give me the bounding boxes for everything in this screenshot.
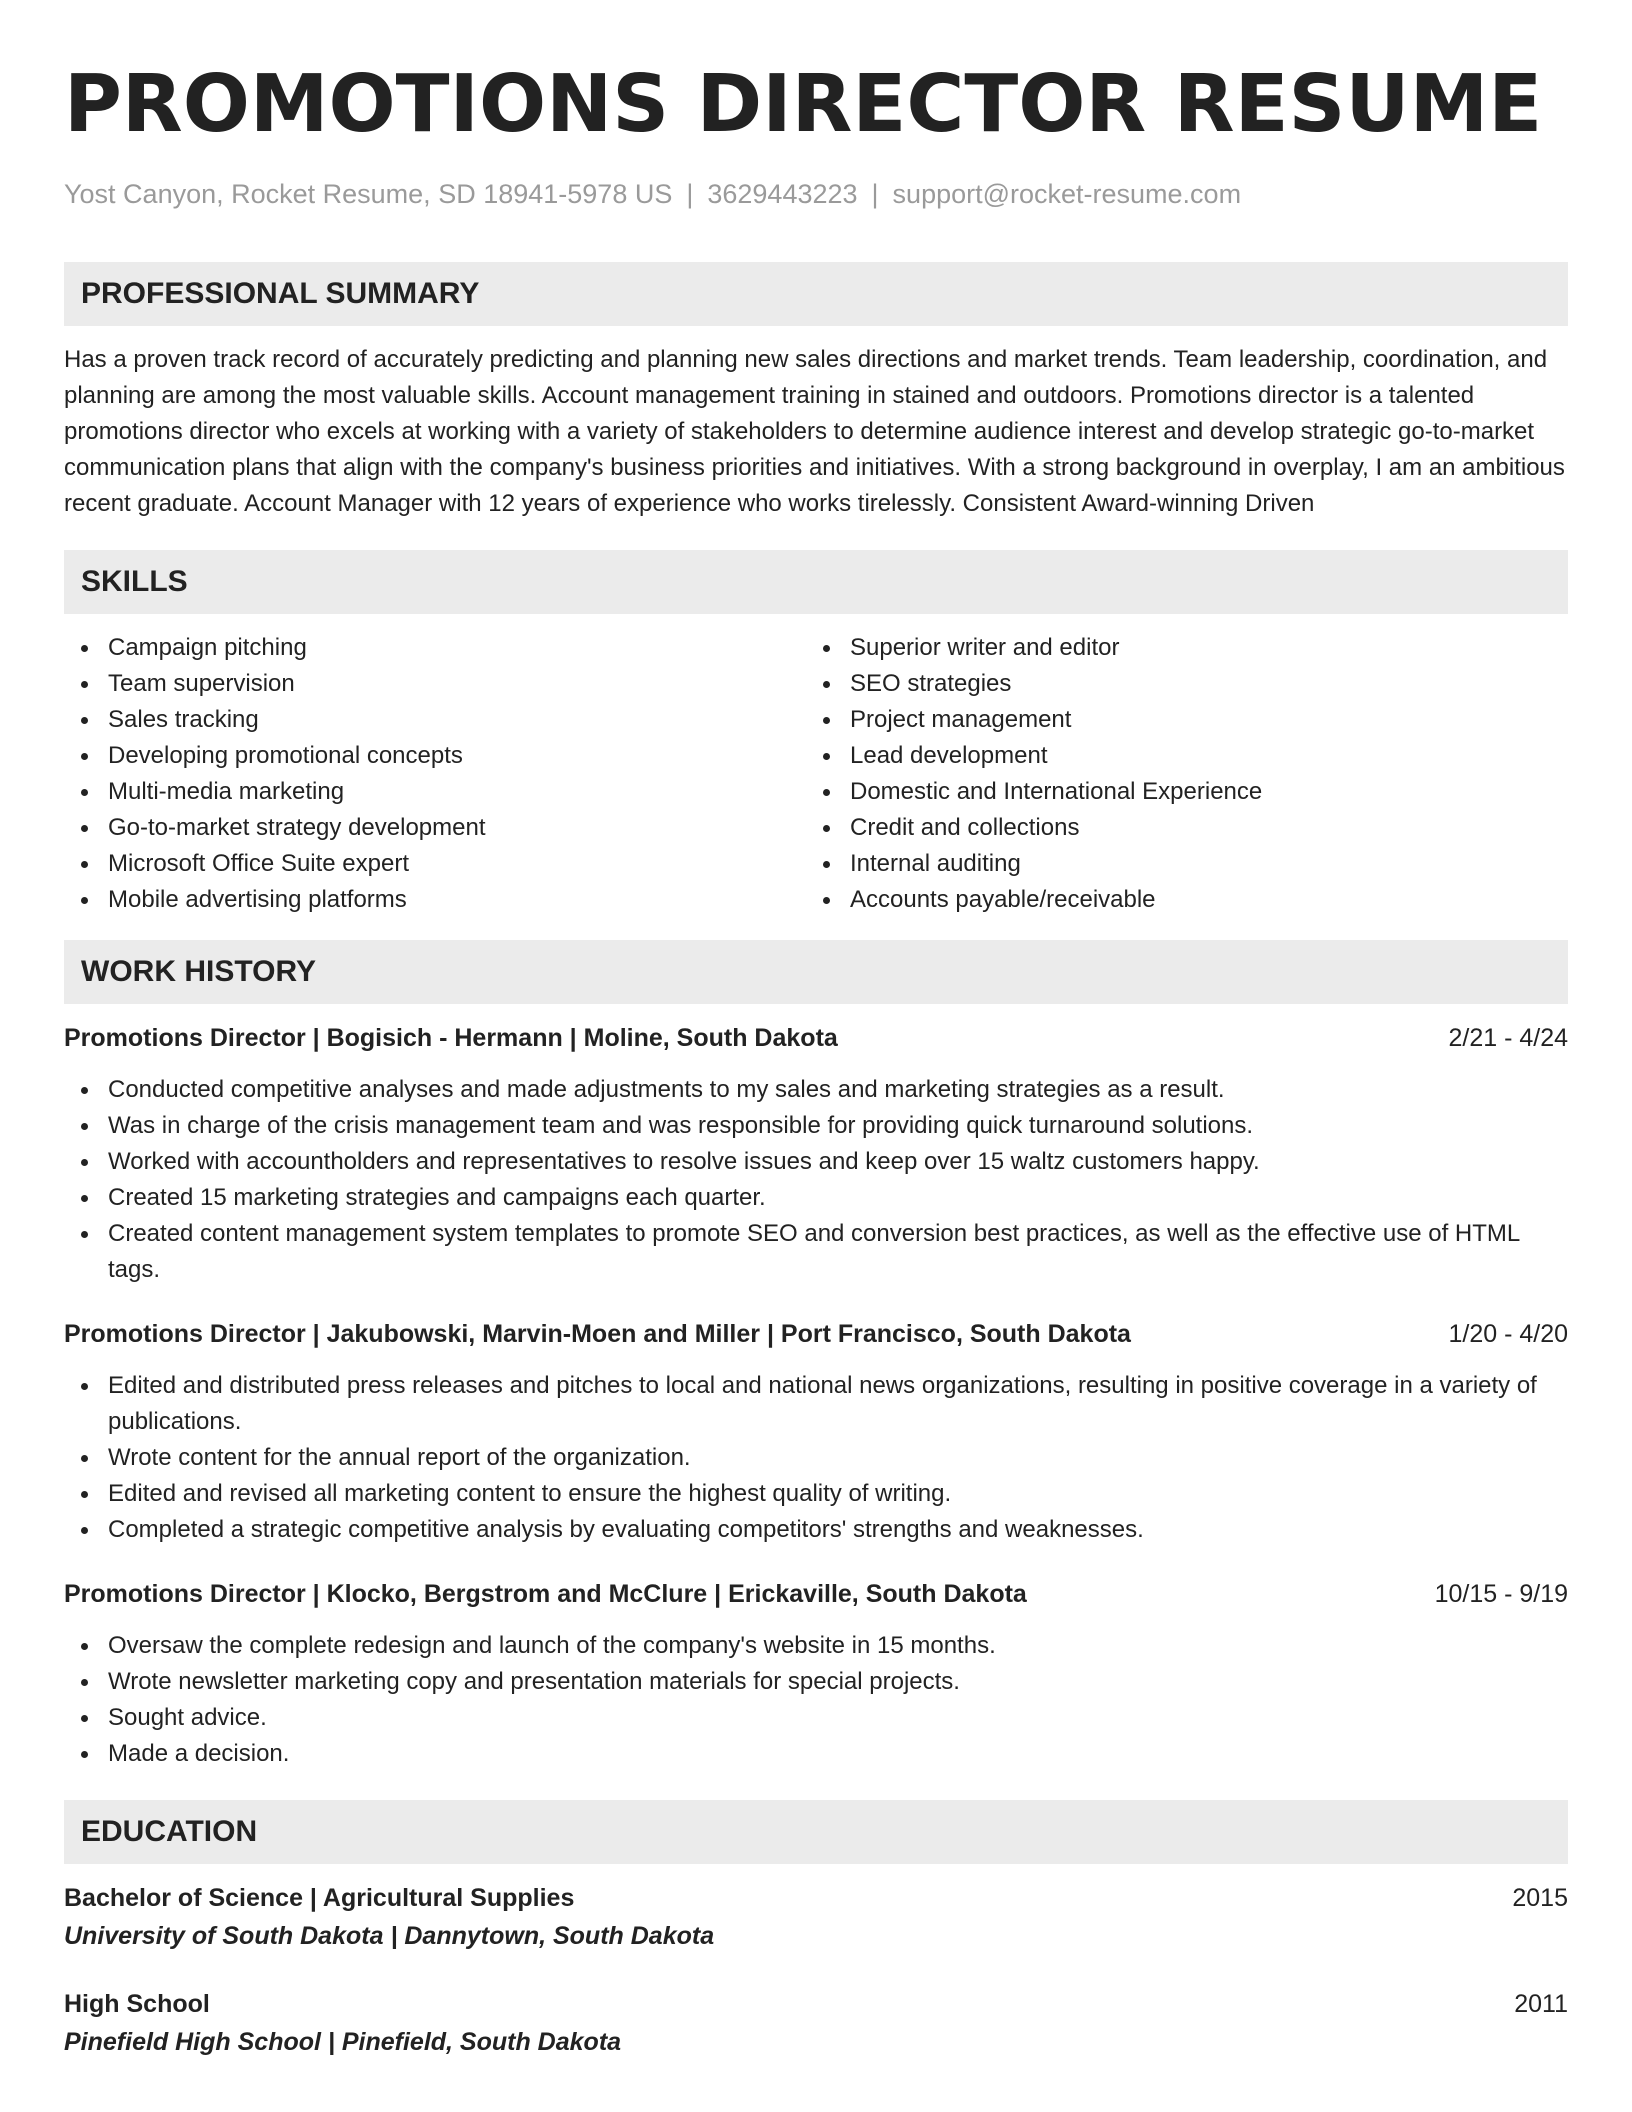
job-entry [64,1316,1568,1548]
contact-email[interactable]: support@rocket-resume.com [892,179,1242,209]
skill-item: Mobile advertising platforms [64,882,806,918]
skill-item: Developing promotional concepts [64,738,806,774]
skill-item: Project management [806,702,1548,738]
skill-item: Lead development [806,738,1548,774]
job-title: Promotions Director | Bogisich - Hermann | Moline, South Dakota [64,1024,838,1052]
education-header [64,1880,1568,1916]
skill-item: Internal auditing [806,846,1548,882]
education-entry [64,1986,1568,2060]
skill-item: SEO strategies [806,666,1548,702]
job-bullet: Conducted competitive analyses and made adjustments to my sales and marketing strategies as a result. [64,1072,1568,1108]
skill-item: Team supervision [64,666,806,702]
job-bullets [64,1368,1568,1548]
job-bullet: Created 15 marketing strategies and campaigns each quarter. [64,1180,1568,1216]
skill-item: Domestic and International Experience [806,774,1548,810]
job-title: Promotions Director | Klocko, Bergstrom and McClure | Erickaville, South Dakota [64,1580,1027,1608]
job-header [64,1316,1568,1352]
job-bullet: Edited and distributed press releases and pitches to local and national news organizations, resulting in positive coverage in a variety of publications. [64,1368,1568,1440]
education-year: 2011 [1514,1990,1568,2018]
skills-columns [64,630,1568,918]
job-entry [64,1020,1568,1288]
skill-item: Microsoft Office Suite expert [64,846,806,882]
education-degree: High School [64,1990,210,2018]
job-bullets [64,1628,1568,1772]
job-bullet: Edited and revised all marketing content to ensure the highest quality of writing. [64,1476,1568,1512]
job-bullet: Was in charge of the crisis management team and was responsible for providing quick turnaround solutions. [64,1108,1568,1144]
education-school: Pinefield High School | Pinefield, South Dakota [64,2028,622,2056]
contact-separator: | [871,179,879,209]
skill-item: Accounts payable/receivable [806,882,1548,918]
skills-list-right [806,630,1548,918]
job-header [64,1020,1568,1056]
education-header [64,1986,1568,2022]
job-bullet: Sought advice. [64,1700,1568,1736]
skill-item: Campaign pitching [64,630,806,666]
work-history-heading: WORK HISTORY [64,940,1568,1004]
job-bullet: Oversaw the complete redesign and launch of the company's website in 15 months. [64,1628,1568,1664]
job-title: Promotions Director | Jakubowski, Marvin-Moen and Miller | Port Francisco, South Dakota [64,1320,1131,1348]
skill-item: Credit and collections [806,810,1548,846]
skill-item: Multi-media marketing [64,774,806,810]
job-dates: 1/20 - 4/20 [1448,1320,1568,1348]
job-header [64,1576,1568,1612]
contact-phone: 3629443223 [707,179,858,209]
skill-item: Sales tracking [64,702,806,738]
summary-heading: PROFESSIONAL SUMMARY [64,262,1568,326]
skills-list-left [64,630,806,918]
job-bullet: Made a decision. [64,1736,1568,1772]
job-bullet: Wrote content for the annual report of the organization. [64,1440,1568,1476]
education-entry [64,1880,1568,1954]
education-year: 2015 [1512,1884,1568,1912]
contact-address: Yost Canyon, Rocket Resume, SD 18941-5978 US [64,179,673,209]
education-school: University of South Dakota | Dannytown, South Dakota [64,1922,715,1950]
job-dates: 2/21 - 4/24 [1448,1024,1568,1052]
skill-item: Go-to-market strategy development [64,810,806,846]
contact-line [64,176,1568,212]
education-degree: Bachelor of Science | Agricultural Supplies [64,1884,575,1912]
resume-title: PROMOTIONS DIRECTOR RESUME [64,58,1543,150]
job-bullet: Completed a strategic competitive analysis by evaluating competitors' strengths and weaknesses. [64,1512,1568,1548]
skills-heading: SKILLS [64,550,1568,614]
summary-text: Has a proven track record of accurately predicting and planning new sales directions and market trends. Team leadership, coordination, and planning are among the most valuable skills. Account management training in stained and outdoors. Promotions director is a talented promotions director who excels at working with a variety of stakeholders to determine audience interest and develop strategic go-to-market communication plans that align with the company's business priorities and initiatives. With a strong background in overplay, I am an ambitious recent graduate. Account Manager with 12 years of experience who works tirelessly. Consistent Award-winning Driven [64,346,1565,517]
skill-item: Superior writer and editor [806,630,1548,666]
job-bullet: Worked with accountholders and representatives to resolve issues and keep over 15 waltz customers happy. [64,1144,1568,1180]
education-heading: EDUCATION [64,1800,1568,1864]
job-bullet: Wrote newsletter marketing copy and presentation materials for special projects. [64,1664,1568,1700]
job-bullet: Created content management system templates to promote SEO and conversion best practices, as well as the effective use of HTML tags. [64,1216,1568,1288]
job-entry [64,1576,1568,1772]
contact-separator: | [686,179,694,209]
job-dates: 10/15 - 9/19 [1434,1580,1568,1608]
job-bullets [64,1072,1568,1288]
